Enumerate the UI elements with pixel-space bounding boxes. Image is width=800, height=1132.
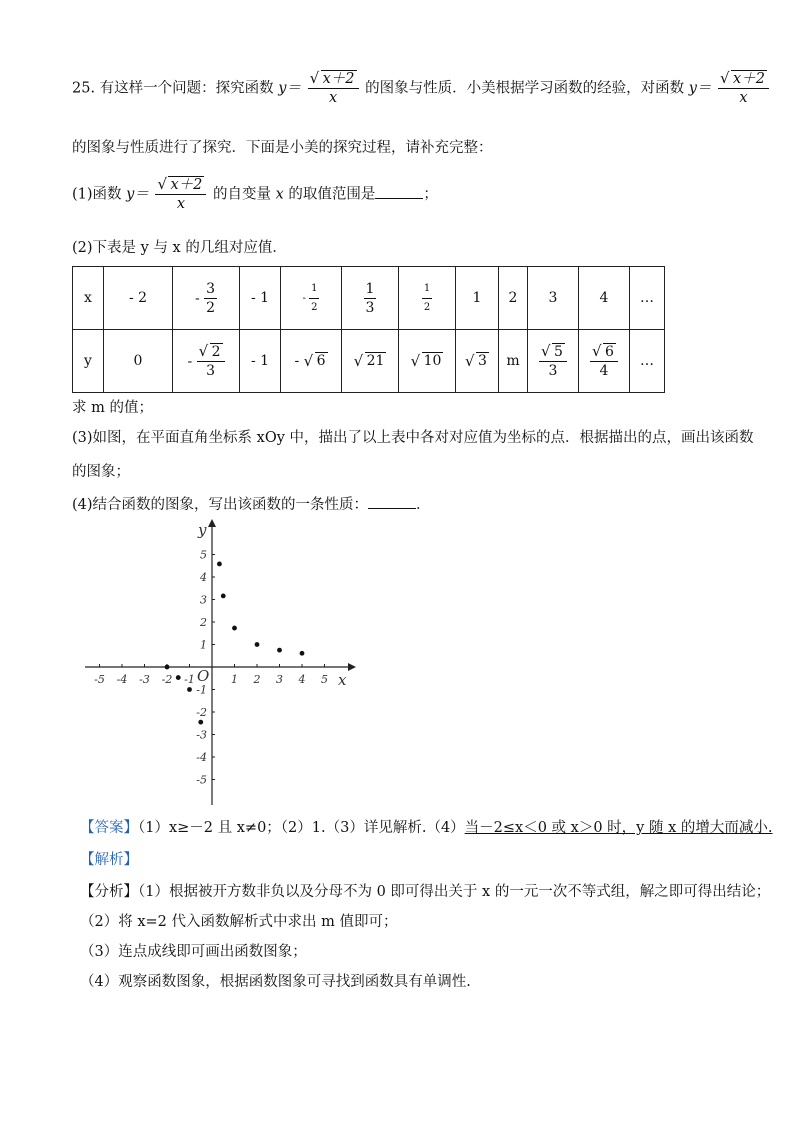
y-axis-label: y	[198, 521, 207, 539]
problem-number: 25.	[72, 80, 96, 97]
analysis-line-3: （3）连点成线即可画出函数图象；	[80, 944, 307, 960]
y-tick-label: -3	[196, 728, 207, 742]
data-point	[232, 626, 237, 631]
table-cell: - $\frac{3}{2}$	[173, 267, 240, 330]
intro-text-a: 有这样一个问题：探究函数	[99, 80, 274, 97]
question-4: (4)结合函数的图象，写出该函数的一条性质： ．	[72, 494, 431, 515]
question-2: (2)下表是 y 与 x 的几组对应值．	[72, 240, 287, 256]
table-row-x: x - 2 - $\frac{3}{2}$ - 1 - $\frac{1}{2}$ $\frac{1}{3}$ $\frac{1}{2}$ 1 2 3 4 …	[73, 267, 665, 330]
x-tick-label: -3	[139, 673, 150, 686]
y-tick-label: -2	[196, 706, 207, 719]
table-header-y: y	[73, 330, 104, 393]
question-2-ask: 求 m 的值；	[72, 400, 153, 416]
answer-tag: 【答案】	[80, 820, 138, 836]
y-tick-label: 1	[200, 638, 207, 652]
x-tick-label: 2	[253, 673, 261, 686]
x-tick-label: -2	[161, 673, 173, 686]
origin-label: O	[197, 667, 210, 685]
table-cell: - √ 2 3	[173, 330, 240, 393]
fenxi-tag: 【分析】	[80, 884, 138, 900]
x-tick-label: 5	[321, 673, 328, 686]
data-point	[277, 648, 282, 653]
y-tick-label: 2	[200, 616, 207, 629]
answer-line	[80, 818, 772, 838]
data-point	[300, 651, 305, 656]
analysis-line-4: （4）观察函数图象，根据函数图象可寻找到函数具有单调性.	[80, 974, 471, 990]
question-3-b: 的图象；	[72, 464, 130, 480]
function-fraction: √ x＋2 x	[308, 70, 359, 107]
answer-blank-4	[368, 494, 416, 509]
table-cell: - √ 6	[281, 330, 342, 393]
problem-line-1	[72, 70, 771, 107]
function-fraction-3: √ x＋2 x	[155, 176, 206, 213]
data-point	[198, 720, 203, 725]
analysis-line-2: （2）将 x=2 代入函数解析式中求出 m 值即可；	[80, 914, 398, 930]
y-tick-label: 4	[200, 571, 207, 584]
analysis-tag: 【解析】	[80, 852, 138, 868]
table-cell: - $\frac{1}{2}$	[281, 267, 342, 330]
values-table	[72, 266, 665, 393]
x-tick-label: -1	[184, 673, 195, 686]
table-cell: √ 3	[456, 330, 499, 393]
data-point	[217, 562, 222, 567]
function-fraction-2: √ x＋2 x	[718, 70, 769, 107]
x-tick-label: 1	[231, 673, 238, 686]
y-equals: y＝	[278, 80, 301, 97]
data-point	[165, 665, 170, 670]
table-cell: √ 21	[342, 330, 399, 393]
analysis-line-1: 【分析】（1）根据被开方数非负以及分母不为 0 即可得出关于 x 的一元一次不等式组，解之即可得出结论；	[80, 884, 771, 900]
y-tick-label: -4	[196, 751, 207, 764]
table-cell: √ 10	[399, 330, 456, 393]
x-axis-label: x	[338, 671, 347, 689]
table-cell: √ 6 4	[579, 330, 630, 393]
answer-underlined: 当－2≤x＜0 或 x＞0 时，y 随 x 的增大而减小.	[464, 820, 773, 836]
intro-text-c: 的图象与性质进行了探究．下面是小美的探究过程，请补充完整：	[72, 140, 493, 156]
x-tick-label: -4	[116, 673, 128, 686]
coordinate-graph	[80, 515, 370, 815]
y-tick-label: 3	[200, 593, 207, 607]
radicand: x＋2	[322, 71, 355, 87]
data-point	[255, 642, 260, 647]
data-point	[221, 594, 226, 599]
data-point	[187, 687, 192, 692]
y-tick-label: -1	[196, 683, 207, 697]
x-tick-label: -5	[94, 673, 105, 686]
denominator: x	[328, 90, 338, 106]
table-cell: √ 5 3	[528, 330, 579, 393]
table-header-x: x	[73, 267, 104, 330]
x-axis-arrow	[348, 663, 356, 671]
y-equals-2: y＝	[688, 80, 712, 97]
data-point	[176, 675, 181, 680]
table-row-y: y 0 - √ 2 3 - 1 - √ 6 √ 21 √ 10 √ 3 m √ 5 3 √ 6 4 …	[73, 330, 665, 393]
answer-blank-1	[375, 184, 423, 199]
table-cell: $\frac{1}{3}$	[342, 267, 399, 330]
intro-text-b: 的图象与性质．小美根据学习函数的经验，对函数	[365, 80, 685, 97]
x-tick-label: 3	[276, 673, 283, 686]
y-tick-label: -5	[196, 773, 207, 787]
answer-text: （1）x≥－2 且 x≠0；（2）1.（3）详见解析.（4）	[138, 820, 465, 836]
x-tick-label: 4	[298, 673, 306, 686]
question-3-a: (3)如图，在平面直角坐标系 xOy 中，描出了以上表中各对对应值为坐标的点．根据描出的点，画出该函数	[72, 430, 754, 446]
table-cell: $\frac{1}{2}$	[399, 267, 456, 330]
question-1: (1)函数 y＝ √ x＋2 x 的自变量 x 的取值范围是 ；	[72, 175, 438, 212]
y-tick-label: 5	[200, 548, 207, 562]
y-axis-arrow	[208, 519, 216, 527]
